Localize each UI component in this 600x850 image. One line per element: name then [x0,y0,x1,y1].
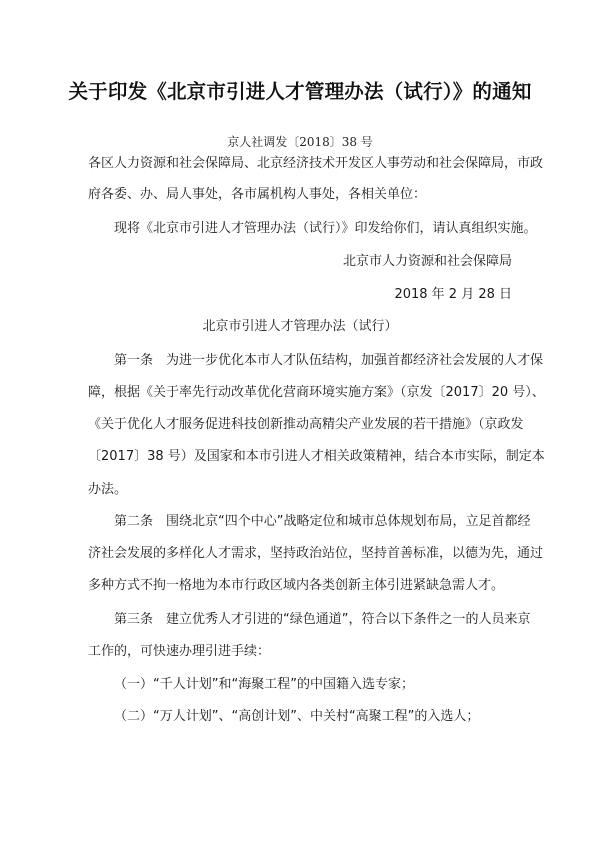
list-item: （一）“千人计划”和“海聚工程”的中国籍入选专家； [114,677,414,692]
document-number: 京人社调发〔2018〕38 号 [227,135,373,149]
article-1-line: 办法。 [88,482,128,497]
article-2-line: 济社会发展的多样化人才需求，坚持政治站位，坚持首善标准，以德为先，通过 [88,546,544,561]
article-2-line: 多种方式不拘一格地为本市行政区域内各类创新主体引进紧缺急需人才。 [88,578,505,593]
article-2-line: 第二条 围绕北京“四个中心”战略定位和城市总体规划布局，立足首都经 [114,514,531,529]
article-1-line: 《关于优化人才服务促进科技创新推动高精尖产业发展的若干措施》（京政发 [88,417,524,432]
article-3-line: 第三条 建立优秀人才引进的“绿色通道”，符合以下条件之一的人员来京 [114,612,531,627]
article-1-line: 障，根据《关于率先行动改革优化营商环境实施方案》（京发〔2017〕20 号）、 [88,385,545,400]
measures-title: 北京市引进人才管理办法（试行） [202,319,398,334]
article-1-line: 〔2017〕38 号）及国家和本市引进人才相关政策精神，结合本市实际，制定本 [88,449,545,464]
recipients-line: 各区人力资源和社会保障局、北京经济技术开发区人事劳动和社会保障局，市政 [88,156,544,171]
recipients-line: 府各委、办、局人事处，各市属机构人事处，各相关单位： [88,187,427,202]
article-1-line: 第一条 为进一步优化本市人才队伍结构，加强首都经济社会发展的人才保 [114,353,544,368]
article-3-line: 工作的，可快速办理引进手续： [88,644,271,659]
document-title: 关于印发《北京市引进人才管理办法（试行）》的通知 [68,80,532,103]
list-item: （二）“万人计划”、“高创计划”、中关村“高聚工程”的入选人； [114,709,480,724]
issuer-signature: 北京市人力资源和社会保障局 [342,254,512,269]
notice-paragraph: 现将《北京市引进人才管理办法（试行）》印发给你们，请认真组织实施。 [114,221,537,236]
issue-date: 2018 年 2 月 28 日 [394,287,512,302]
